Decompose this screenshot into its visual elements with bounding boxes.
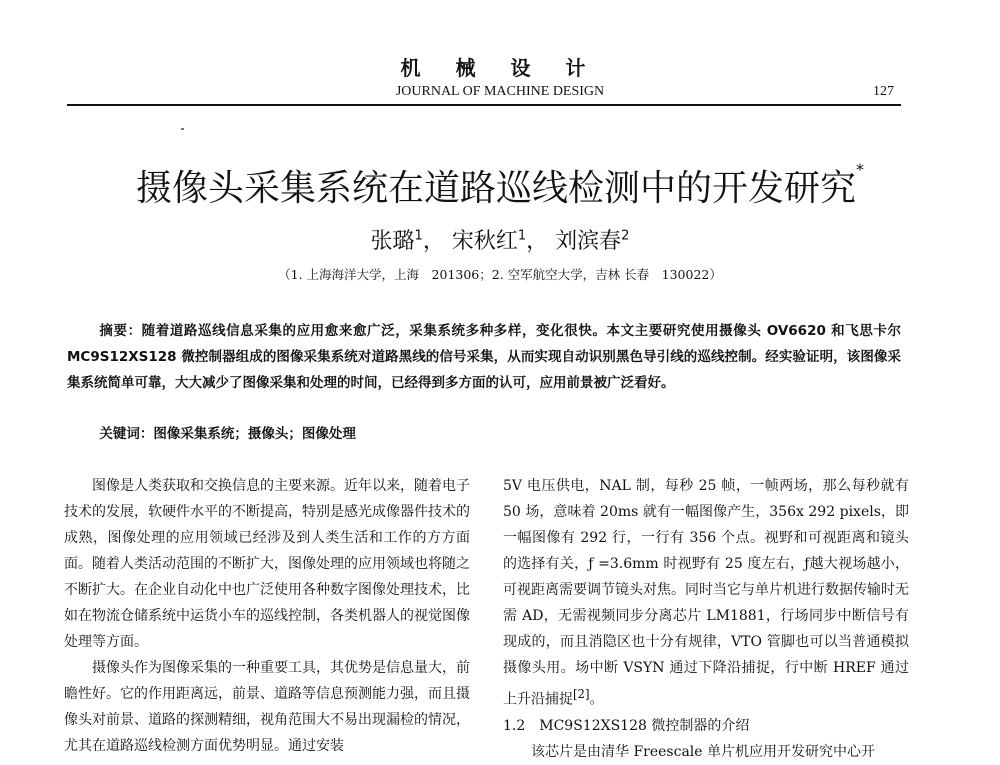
body-paragraph [503, 473, 909, 713]
author-separator: ， [422, 229, 445, 254]
body-paragraph: 图像是人类获取和交换信息的主要来源。近年以来，随着电子技术的发展，软硬件水平的不断提高，特别是感光成像器件技术的成熟，图像处理的应用领域已经涉及到人类生活和工作的方方面面。随着人类活动范围的不断扩大，图像处理的应用领域也将随之不断扩大。在企业自动化中也广泛使用各种数字图像处理技术，比如在物流仓储系统中运货小车的巡线控制，各类机器人的视觉图像处理等方面。 [64, 478, 470, 650]
affiliation: （1. 上海海洋大学，上海 201306；2. 空军航空大学，吉林 长春 130022） [278, 267, 722, 282]
body-paragraph-text: 5V 电压供电，NAL 制，每秒 25 帧，一帧两场，那么每秒就有 50 场，意味着 20ms 就有一幅图像产生，356x 292 pixels，即一幅图像有 292 行，一行有 356 个点。视野和可视距离和镜头的选择有关，ƒ =3.6mm 时视野有 25 度左右，ƒ越大视场越小，可视距离需要调节镜头对焦。同时当它与单片机进行数据传输时无需 AD，无需视频同步分离芯片 LM1881，行场同步中断信号有现成的，而且消隐区也十分有规律，VTO 管脚也可以当普通模拟摄像头用。场中断 VSYN 通过下降沿捕捉，行中断 HREF 通过上升沿捕捉 [503, 478, 909, 708]
author-separator: ， [526, 229, 549, 254]
header-rule [67, 104, 901, 106]
journal-title-en: JOURNAL OF MACHINE DESIGN [395, 84, 605, 99]
author-name: 宋秋红 [451, 229, 518, 254]
section-heading: 1.2 MC9S12XS128 微控制器的介绍 [503, 717, 750, 734]
author-affiliation-mark: 1 [414, 228, 423, 244]
body-paragraph: 摄像头作为图像采集的一种重要工具，其优势是信息量大，前瞻性好。它的作用距离远，前景、道路等信息预测能力强，而且摄像头对前景、道路的探测精细，视角范围大不易出现漏检的情况，尤其在道路巡线检测方面优势明显。通过安装 [64, 660, 470, 754]
page-number: 127 [873, 84, 894, 99]
paper-title-text: 摄像头采集系统在道路巡线检测中的开发研究 [135, 168, 856, 209]
author-affiliation-mark: 2 [621, 228, 630, 244]
body-column-right [503, 473, 909, 765]
paper-title [0, 160, 1000, 211]
citation-ref: [2] [573, 687, 590, 701]
speck [181, 128, 184, 130]
journal-title-cn: 机 械 设 计 [400, 56, 600, 80]
keywords: 关键词：图像采集系统；摄像头；图像处理 [99, 426, 356, 442]
abstract: 摘要：随着道路巡线信息采集的应用愈来愈广泛，采集系统多种多样，变化很快。本文主要研究使用摄像头 OV6620 和飞思卡尔 MC9S12XS128 微控制器组成的图像采集系统对道路黑线的信号采集，从而实现自动识别黑色导引线的巡线控制。经实验证明，该图像采集系统简单可靠，大大减少了图像采集和处理的时间，已经得到多方面的认可，应用前景被广泛看好。 [67, 323, 901, 391]
author-name: 刘滨春 [555, 229, 622, 254]
body-column-left [64, 473, 470, 759]
author-name: 张璐 [370, 229, 415, 254]
author-affiliation-mark: 1 [517, 228, 527, 244]
body-paragraph-end: 。 [589, 691, 604, 708]
author-line [0, 224, 1000, 255]
body-paragraph: 该芯片是由清华 Freescale 单片机应用开发研究中心开 [531, 743, 876, 760]
title-footnote-mark: * [856, 160, 864, 179]
